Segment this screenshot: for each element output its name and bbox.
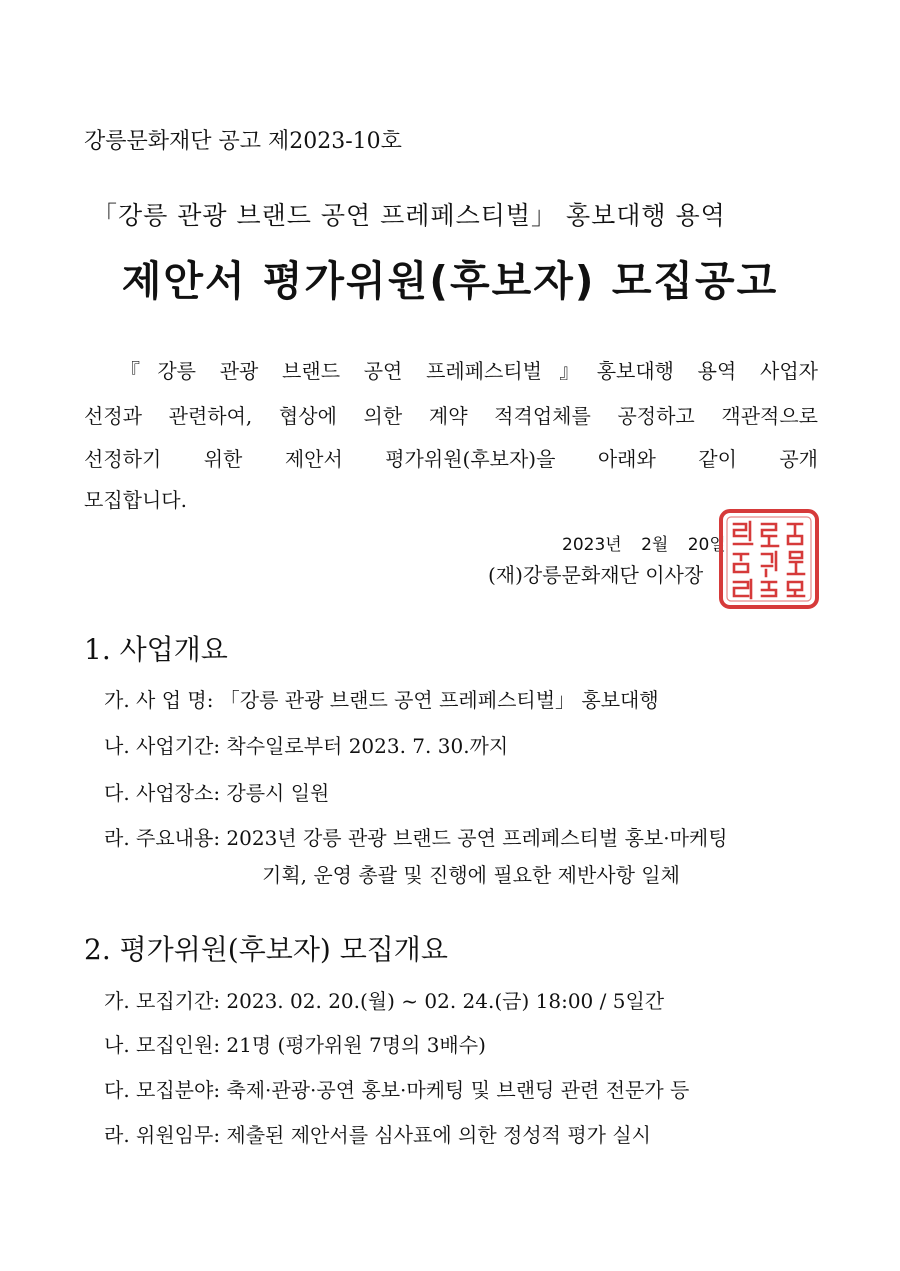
section-1-item: 나. 사업기간: 착수일로부터 2023. 7. 30.까지 — [104, 734, 509, 758]
document-subtitle: 「강릉 관광 브랜드 공연 프레페스티벌」 홍보대행 용역 — [92, 201, 726, 230]
section-2-item: 다. 모집분야: 축제·관광·공연 홍보·마케팅 및 브랜딩 관련 전문가 등 — [104, 1078, 690, 1102]
notice-number: 강릉문화재단 공고 제2023-10호 — [84, 129, 402, 154]
section-1-item: 가. 사 업 명: 「강릉 관광 브랜드 공연 프레페스티벌」 홍보대행 — [104, 688, 659, 712]
intro-line-1: 『강릉 관광 브랜드 공연 프레페스티벌』홍보대행 용역 사업자 — [120, 359, 818, 383]
intro-line-3: 선정하기 위한 제안서 평가위원(후보자)을 아래와 같이 공개 — [84, 447, 818, 471]
section-2-item: 가. 모집기간: 2023. 02. 20.(월) ~ 02. 24.(금) 18:00 / 5일간 — [104, 989, 665, 1013]
intro-line-4: 모집합니다. — [84, 488, 187, 512]
section-1-item: 다. 사업장소: 강릉시 일원 — [104, 781, 330, 805]
section-2-item: 라. 위원임무: 제출된 제안서를 심사표에 의한 정성적 평가 실시 — [104, 1123, 651, 1147]
section-1-item-continuation: 기획, 운영 총괄 및 진행에 필요한 제반사항 일체 — [262, 863, 680, 887]
notice-date: 2023년 2월 20일 — [562, 535, 726, 555]
section-1-heading: 1. 사업개요 — [84, 633, 228, 666]
issuer-name: (재)강릉문화재단 이사장 — [488, 563, 704, 587]
intro-line-2: 선정과 관련하여, 협상에 의한 계약 적격업체를 공정하고 객관적으로 — [84, 404, 818, 428]
official-seal-stamp — [718, 508, 820, 610]
section-2-item: 나. 모집인원: 21명 (평가위원 7명의 3배수) — [104, 1033, 486, 1057]
document-title: 제안서 평가위원(후보자) 모집공고 — [121, 257, 779, 305]
section-1-item: 라. 주요내용: 2023년 강릉 관광 브랜드 공연 프레페스티벌 홍보·마케팅 — [104, 826, 728, 850]
section-2-heading: 2. 평가위원(후보자) 모집개요 — [84, 933, 448, 966]
